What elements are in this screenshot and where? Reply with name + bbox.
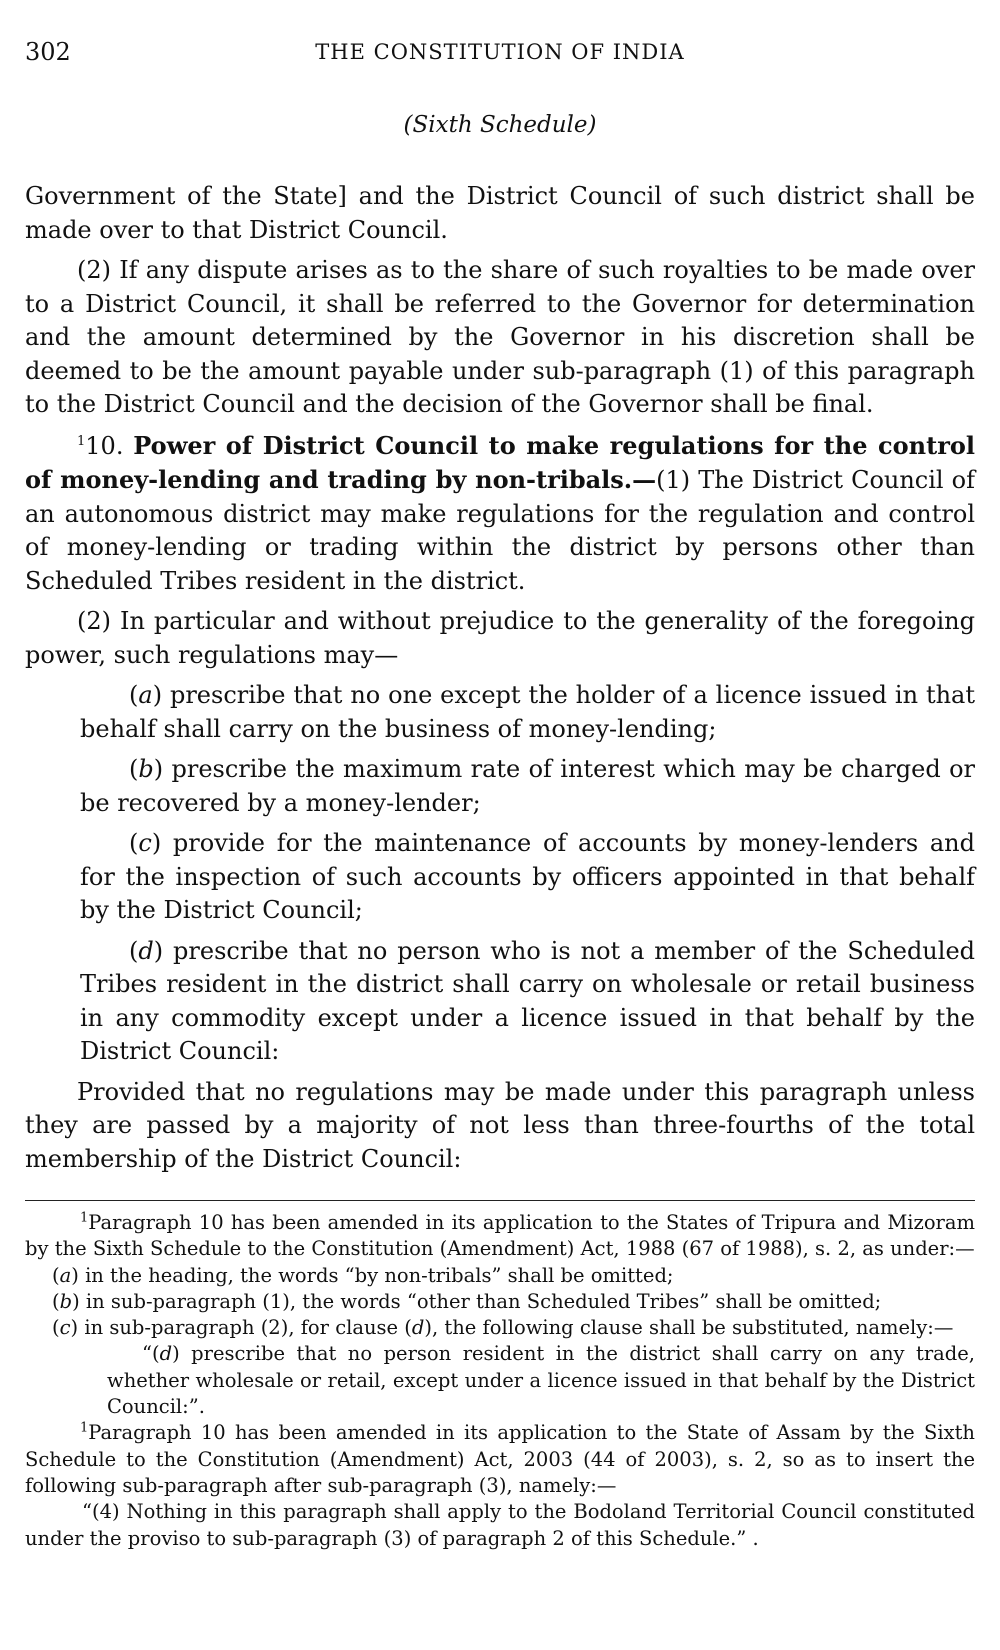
proviso: Provided that no regulations may be made under this paragraph unless they are passed by a majority of not less than three-fourths of the total membership of the District Council: [25, 1077, 975, 1173]
schedule-label: (Sixth Schedule) [403, 112, 597, 138]
sub-paragraph-2: (2) If any dispute arises as to the share of such royalties to be made over to a District Council, it shall be referred to the Governor for determination and the amount determined by the Governor in his discretion shall be deemed to be the amount payable under sub-paragraph (1) of this paragraph to the District Council and the decision of the Governor shall be final. [25, 256, 975, 418]
clause-c: (c) provide for the maintenance of accounts by money-lenders and for the inspection of such accounts by officers appointed in that behalf by the District Council; [80, 829, 975, 924]
clause-a: (a) prescribe that no one except the holder of a licence issued in that behalf shall carry on the business of money-lending; [80, 681, 976, 743]
footnote-1-substituted-clause [107, 1341, 975, 1420]
footnote-1-clause-c: (c) in sub-paragraph (2), for clause (d), the following clause shall be substituted, namely:— [52, 1316, 954, 1340]
clause-label: a [138, 681, 153, 709]
clause-text: ) prescribe that no person resident in the district shall carry on any trade, whether wholesale or retail, except under a licence issued in that behalf by the District Council:”. [107, 1342, 975, 1419]
quote-open: “( [142, 1342, 160, 1366]
footnote-2 [25, 1420, 975, 1499]
footnote-1-clause-a: (a) in the heading, the words “by non-tribals” shall be omitted; [52, 1263, 674, 1287]
sub-paragraph-2-regulations: (2) In particular and without prejudice to the generality of the foregoing power, such regulations may— [25, 607, 975, 669]
footnote-marker: 1 [80, 1420, 89, 1436]
clause-label: a [59, 1263, 72, 1287]
section-heading: Power of District Council to make regulations for the control of money-lending and trading by non-tribals.— [25, 430, 975, 494]
footnote-1 [25, 1210, 975, 1263]
running-header [25, 38, 975, 70]
clause-text: prescribe that no person who is not a member of the Scheduled Tribes resident in the district shall carry on wholesale or retail business in any commodity except under a licence issued in that behalf by the District Council: [80, 936, 976, 1065]
footnote-divider [25, 1200, 975, 1201]
paragraph-continuation: Government of the State] and the District Council of such district shall be made over to that District Council. [25, 182, 975, 244]
footnotes [25, 1210, 975, 1552]
clause-label: d [138, 936, 154, 965]
clause-text: in the heading, the words “by non-tribals” shall be omitted; [85, 1263, 674, 1287]
footnote-marker: 1 [77, 433, 86, 449]
clause-ref: d [411, 1316, 425, 1340]
footnote-2-inserted-sub-paragraph: “(4) Nothing in this paragraph shall apply to the Bodoland Territorial Council constituted under the proviso to sub-paragraph (3) of paragraph 2 of this Schedule.” . [25, 1500, 975, 1550]
clause-text: ), the following clause shall be substituted, namely:— [424, 1316, 954, 1340]
clause-text: prescribe the maximum rate of interest which may be charged or be recovered by a money-lender; [80, 755, 976, 817]
clause-text: prescribe that no one except the holder of a licence issued in that behalf shall carry on the business of money-lending; [80, 681, 976, 743]
footnote-text: Paragraph 10 has been amended in its application to the States of Tripura and Mizoram by the Sixth Schedule to the Constitution (Amendment) Act, 1988 (67 of 1988), s. 2, as under:— [25, 1211, 975, 1261]
body-text [25, 180, 975, 1183]
clause-label: d [159, 1342, 173, 1366]
section-10 [25, 429, 975, 599]
clause-label: c [138, 829, 152, 857]
clause-text: in sub-paragraph (2), for clause ( [84, 1316, 412, 1340]
clause-label: c [59, 1316, 71, 1340]
footnote-1-clause-b: (b) in sub-paragraph (1), the words “other than Scheduled Tribes” shall be omitted; [52, 1289, 882, 1313]
clause-label: b [59, 1289, 73, 1313]
page-number: 302 [25, 38, 71, 66]
clause-b: (b) prescribe the maximum rate of interest which may be charged or be recovered by a money-lender; [80, 755, 976, 817]
book-title: THE CONSTITUTION OF INDIA [315, 40, 685, 64]
clause-label: b [138, 755, 154, 783]
clause-text: in sub-paragraph (1), the words “other than Scheduled Tribes” shall be omitted; [85, 1289, 882, 1313]
clause-d: (d) prescribe that no person who is not a member of the Scheduled Tribes resident in the district shall carry on wholesale or retail business in any commodity except under a licence issued in that behalf by the District Council: [80, 936, 976, 1065]
footnote-marker: 1 [80, 1210, 89, 1226]
footnote-text: Paragraph 10 has been amended in its application to the State of Assam by the Sixth Schedule to the Constitution (Amendment) Act, 2003 (44 of 2003), s. 2, so as to insert the following sub-paragraph after sub-paragraph (3), namely:— [25, 1421, 975, 1497]
section-number: 10. [85, 431, 124, 460]
clause-text: provide for the maintenance of accounts by money-lenders and for the inspection of such accounts by officers appointed in that behalf by the District Council; [80, 829, 975, 924]
section-text: (1) The District Council of an autonomous district may make regulations for the regulation and control of money-lending or trading within the district by persons other than Scheduled Tribes resident in the district. [25, 466, 975, 595]
